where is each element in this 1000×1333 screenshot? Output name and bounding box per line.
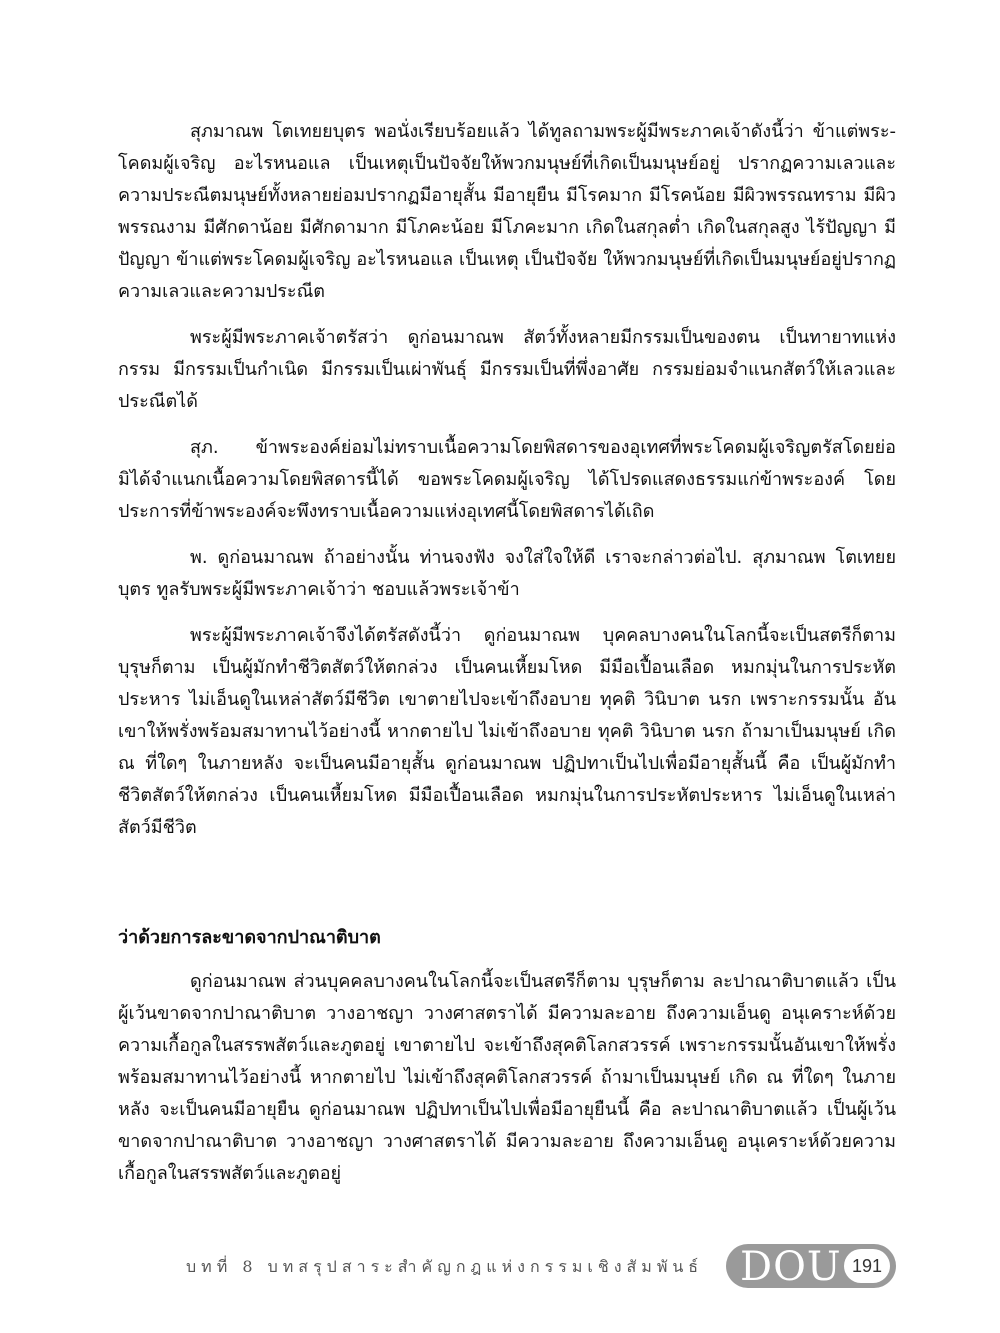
paragraph-subha-request: สุภ. ข้าพระองค์ย่อมไม่ทราบเนื้อความโดยพิสดารของอุเทศที่พระโคดมผู้เจริญตรัสโดยย่อ มิได้จำแนกเนื้อความโดยพิสดารนี้ได้ ขอพระโคดมผู้เจริญ ได้โปรดแสดงธรรมแก่ข้าพระองค์ โดยประการที่ข้าพระองค์จะพึงทราบเนื้อความแห่งอุเทศนี้โดยพิสดารได้เถิด [118, 437, 896, 522]
section-heading: ว่าด้วยการละขาดจากปาณาติบาต [118, 927, 381, 948]
paragraph-long-life: ดูก่อนมาณพ ส่วนบุคคลบางคนในโลกนี้จะเป็นสตรีก็ตาม บุรุษก็ตาม ละปาณาติบาตแล้ว เป็นผู้เว้นขาดจากปาณาติบาต วางอาชญา วางศาสตราได้ มีความละอาย ถึงความเอ็นดู อนุเคราะห์ด้วยความเกื้อกูลในสรรพสัตว์และภูตอยู่ เขาตายไป จะเข้าถึงสุคติโลกสวรรค์ เพราะกรรมนั้นอันเขาให้พรั่งพร้อมสมาทานไว้อย่างนี้ หากตายไป ไม่เข้าถึงสุคติโลกสวรรค์ ถ้ามาเป็นมนุษย์ เกิด ณ ที่ใดๆ ในภายหลัง จะเป็นคนมีอายุยืน ดูก่อนมาณพ ปฏิปทาเป็นไปเพื่อมีอายุยืนนี้ คือ ละปาณาติบาตแล้ว เป็นผู้เว้นขาดจากปาณาติบาต วางอาชญา วางศาสตราได้ มีความละอาย ถึงความเอ็นดู อนุเคราะห์ด้วยความเกื้อกูลในสรรพสัตว์และภูตอยู่ [118, 971, 896, 1184]
page-body [118, 116, 896, 1190]
paragraph-buddha-listen: พ. ดูก่อนมาณพ ถ้าอย่างนั้น ท่านจงฟัง จงใส่ใจให้ดี เราจะกล่าวต่อไป. สุภมาณพ โตเทยยบุตร ทูลรับพระผู้มีพระภาคเจ้าว่า ชอบแล้วพระเจ้าข้า [118, 547, 896, 600]
paragraph-buddha-reply: พระผู้มีพระภาคเจ้าตรัสว่า ดูก่อนมาณพ สัตว์ทั้งหลายมีกรรมเป็นของตน เป็นทายาทแห่งกรรม มีกรรมเป็นกำเนิด มีกรรมเป็นเผ่าพันธุ์ มีกรรมเป็นที่พึ่งอาศัย กรรมย่อมจำแนกสัตว์ให้เลวและประณีตได้ [118, 327, 896, 412]
page-footer [180, 1240, 900, 1290]
paragraph-short-life: พระผู้มีพระภาคเจ้าจึงได้ตรัสดังนี้ว่า ดูก่อนมาณพ บุคคลบางคนในโลกนี้จะเป็นสตรีก็ตาม บุรุษก็ตาม เป็นผู้มักทำชีวิตสัตว์ให้ตกล่วง เป็นคนเหี้ยมโหด มีมือเปื้อนเลือด หมกมุ่นในการประหัตประหาร ไม่เอ็นดูในเหล่าสัตว์มีชีวิต เขาตายไปจะเข้าถึงอบาย ทุคติ วินิบาต นรก เพราะกรรมนั้น อันเขาให้พรั่งพร้อมสมาทานไว้อย่างนี้ หากตายไป ไม่เข้าถึงอบาย ทุคติ วินิบาต นรก ถ้ามาเป็นมนุษย์ เกิด ณ ที่ใดๆ ในภายหลัง จะเป็นคนมีอายุสั้น ดูก่อนมาณพ ปฏิปทาเป็นไปเพื่อมีอายุสั้นนี้ คือ เป็นผู้มักทำชีวิตสัตว์ให้ตกล่วง เป็นคนเหี้ยมโหด มีมือเปื้อนเลือด หมกมุ่นในการประหัตประหาร ไม่เอ็นดูในเหล่าสัตว์มีชีวิต [118, 625, 896, 838]
page-number: 191 [844, 1249, 890, 1283]
dou-logo: DOU [740, 1244, 842, 1290]
chapter-title: บทที่ 8 บทสรุปสาระสำคัญกฎแห่งกรรมเชิงสัมพันธ์ [186, 1257, 704, 1276]
paragraph-subha-question: สุภมาณพ โตเทยยบุตร พอนั่งเรียบร้อยแล้ว ได้ทูลถามพระผู้มีพระภาคเจ้าดังนี้ว่า ข้าแต่พระ- โคดมผู้เจริญ อะไรหนอแล เป็นเหตุเป็นปัจจัยให้พวกมนุษย์ที่เกิดเป็นมนุษย์อยู่ ปรากฏความเลวและความประณีตมนุษย์ทั้งหลายย่อมปรากฏมีอายุสั้น มีอายุยืน มีโรคมาก มีโรคน้อย มีผิวพรรณทราม มีผิวพรรณงาม มีศักดาน้อย มีศักดามาก มีโภคะน้อย มีโภคะมาก เกิดในสกุลต่ำ เกิดในสกุลสูง ไร้ปัญญา มีปัญญา ข้าแต่พระโคดมผู้เจริญ อะไรหนอแล เป็นเหตุ เป็นปัจจัย ให้พวกมนุษย์ที่เกิดเป็นมนุษย์อยู่ปรากฏความเลวและความประณีต [118, 121, 896, 302]
footer-badge [726, 1244, 896, 1288]
